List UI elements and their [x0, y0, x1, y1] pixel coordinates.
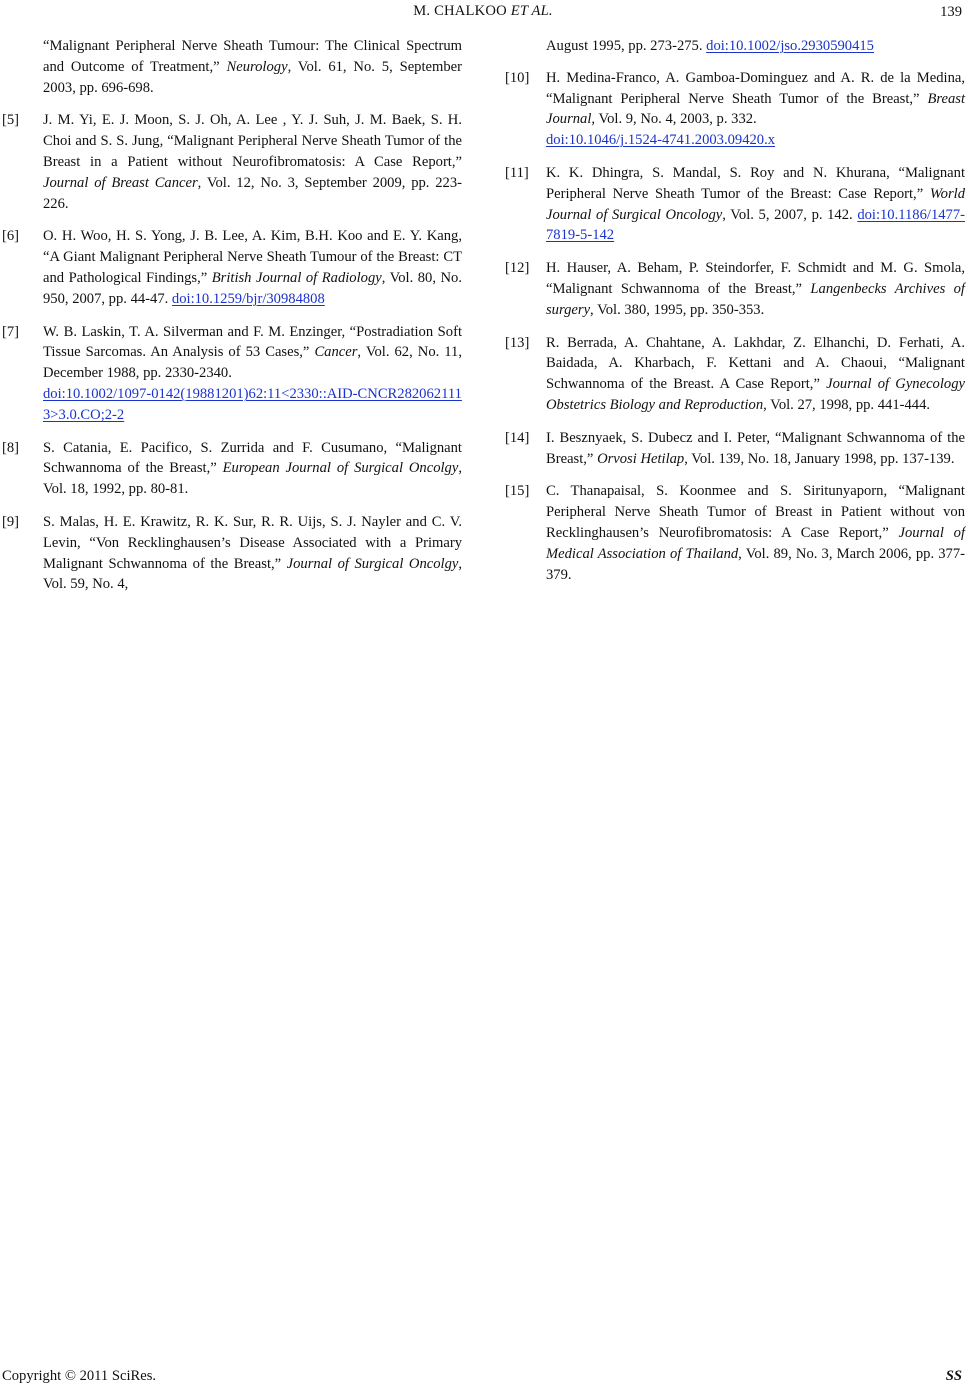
reference-15 — [503, 481, 965, 585]
doi-link[interactable]: doi:10.1259/bjr/30984808 — [171, 290, 325, 307]
ref-details: , Vol. 27, 1998, pp. 441-444. — [763, 396, 931, 413]
ref-number: [9] — [2, 513, 20, 530]
left-column — [0, 36, 462, 607]
ref-journal: Langenbecks Archives of surgery — [546, 280, 965, 318]
ref-journal: Breast Journal — [546, 90, 965, 128]
ref-number: [5] — [2, 112, 20, 129]
ref-details: , Vol. 61, No. 5, September 2003, pp. 696-698. — [43, 58, 462, 96]
ref-journal: Orvosi Hetilap — [597, 450, 685, 467]
reference-12 — [503, 258, 965, 320]
ref-journal: Journal of Medical Association of Thailand — [546, 524, 965, 562]
doi-link[interactable]: doi:10.1046/j.1524-4741.2003.09420.x — [546, 132, 776, 149]
ref-journal: Journal of Gynecology Obstetrics Biology and Reproduction — [546, 376, 965, 413]
reference-13 — [503, 333, 965, 416]
ref-number: [8] — [2, 439, 20, 456]
ref-text: O. H. Woo, H. S. Yong, J. B. Lee, A. Kim, B.H. Koo and E. Y. Kang, “A Giant Malignant Peripheral Nerve Sheath Tumour of the Breast: CT and Pathological Findings,” — [43, 228, 462, 286]
ref-journal: Neurology — [226, 58, 288, 75]
reference-4-continuation — [0, 36, 462, 98]
ref-text: R. Berrada, A. Chahtane, A. Lakhdar, Z. Elhanchi, D. Ferhati, A. Baidada, A. Kharbach, F. Kettani and A. Chaoui, “Malignant Schwannoma of the Breast. A Case Report,” — [546, 334, 965, 393]
reference-14 — [503, 428, 965, 470]
reference-6 — [0, 226, 462, 309]
ref-number: [15] — [505, 483, 530, 500]
ref-text: “Malignant Peripheral Nerve Sheath Tumour: The Clinical Spectrum and Outcome of Treatment,” — [43, 38, 462, 75]
reference-9-continuation — [503, 36, 965, 57]
ref-journal: World Journal of Surgical Oncology — [546, 185, 965, 223]
ref-number: [13] — [505, 334, 530, 351]
ref-text: K. K. Dhingra, S. Mandal, S. Roy and N. Khurana, “Malignant Peripheral Nerve Sheath Tumor of the Breast: Case Report,” — [546, 164, 965, 202]
ref-text: W. B. Laskin, T. A. Silverman and F. M. Enzinger, “Postradiation Soft Tissue Sarcomas. An Analysis of 53 Cases,” — [43, 323, 462, 361]
ref-text: H. Hauser, A. Beham, P. Steindorfer, F. Schmidt and M. G. Smola, “Malignant Schwannoma of the Breast,” — [546, 260, 965, 297]
ref-details: , Vol. 139, No. 18, January 1998, pp. 137-139. — [684, 450, 955, 467]
ref-details: , Vol. 18, 1992, pp. 80-81. — [43, 460, 462, 498]
ref-journal: European Journal of Surgical Oncolgy — [222, 460, 459, 477]
reference-10 — [503, 68, 965, 151]
doi-link[interactable]: doi:10.1002/1097-0142(19881201)62:11<2330::AID-CNCR2820621113>3.0.CO;2-2 — [43, 385, 462, 423]
page-number: 139 — [940, 4, 962, 20]
running-head-et-al: ET AL. — [510, 3, 553, 19]
ref-text: H. Medina-Franco, A. Gamboa-Dominguez and A. R. de la Medina, “Malignant Peripheral Nerve Sheath Tumor of the Breast,” — [546, 69, 965, 107]
ref-number: [10] — [505, 69, 530, 86]
ref-journal: British Journal of Radiology — [211, 269, 382, 286]
reference-7 — [0, 322, 462, 426]
ref-text: I. Besznyaek, S. Dubecz and I. Peter, “Malignant Schwannoma of the Breast,” — [546, 429, 965, 467]
ref-number: [11] — [505, 164, 529, 181]
doi-link[interactable]: doi:10.1002/jso.2930590415 — [706, 38, 874, 54]
running-head-authors — [0, 1, 966, 22]
ref-number: [7] — [2, 323, 20, 340]
ref-number: [6] — [2, 228, 20, 245]
ref-journal: Journal of Surgical Oncolgy — [286, 555, 459, 572]
ref-details: , Vol. 89, No. 3, March 2006, pp. 377-379. — [546, 545, 965, 583]
ref-details: , Vol. 12, No. 3, September 2009, pp. 223-226. — [43, 174, 463, 212]
ref-text: C. Thanapaisal, S. Koonmee and S. Siritunyaporn, “Malignant Peripheral Nerve Sheath Tumor of Breast in Patient without von Recklinghausen’s Neurofibromatosis: A Case Report,” — [546, 483, 965, 541]
ref-journal: Journal of Breast Cancer — [43, 174, 198, 191]
ref-text: J. M. Yi, E. J. Moon, S. J. Oh, A. Lee , Y. J. Suh, J. M. Baek, S. H. Choi and S. S. Jung, “Malignant Peripheral Nerve Sheath Tumor of the Breast in a Patient without Neurofibromatosis: A Case Report,” — [43, 112, 462, 170]
ref-text: August 1995, pp. 273-275. — [546, 38, 707, 54]
ref-text: S. Malas, H. E. Krawitz, R. K. Sur, R. R. Uijs, S. J. Nayler and C. V. Levin, “Von Recklinghausen’s Disease Associated with a Primary Malignant Schwannoma of the Breast,” — [43, 513, 462, 572]
ref-details: , Vol. 9, No. 4, 2003, p. 332. — [591, 111, 757, 128]
ref-text: S. Catania, E. Pacifico, S. Zurrida and F. Cusumano, “Malignant Schwannoma of the Breast,” — [43, 439, 462, 477]
ref-details: , Vol. 59, No. 4, — [43, 555, 463, 593]
reference-11 — [503, 163, 965, 246]
page-footer — [0, 1366, 966, 1386]
ref-details: , Vol. 5, 2007, p. 142. — [722, 206, 858, 223]
reference-5 — [0, 110, 462, 214]
copyright-notice: Copyright © 2011 SciRes. — [2, 1368, 157, 1384]
ref-details: , Vol. 380, 1995, pp. 350-353. — [590, 301, 765, 318]
ref-details: , Vol. 80, No. 950, 2007, pp. 44-47. — [43, 269, 462, 307]
running-header — [0, 1, 966, 23]
doi-link[interactable]: doi:10.1186/1477-7819-5-142 — [546, 206, 966, 244]
ref-number: [14] — [505, 429, 530, 446]
ref-details: , Vol. 62, No. 11, December 1988, pp. 2330-2340. — [43, 344, 463, 382]
ref-journal: Cancer — [314, 344, 358, 361]
ref-number: [12] — [505, 260, 530, 277]
reference-8 — [0, 438, 462, 500]
right-column — [503, 36, 965, 597]
journal-abbreviation: SS — [945, 1368, 962, 1384]
reference-9 — [0, 512, 462, 595]
running-head-author: M. CHALKOO — [413, 3, 507, 19]
